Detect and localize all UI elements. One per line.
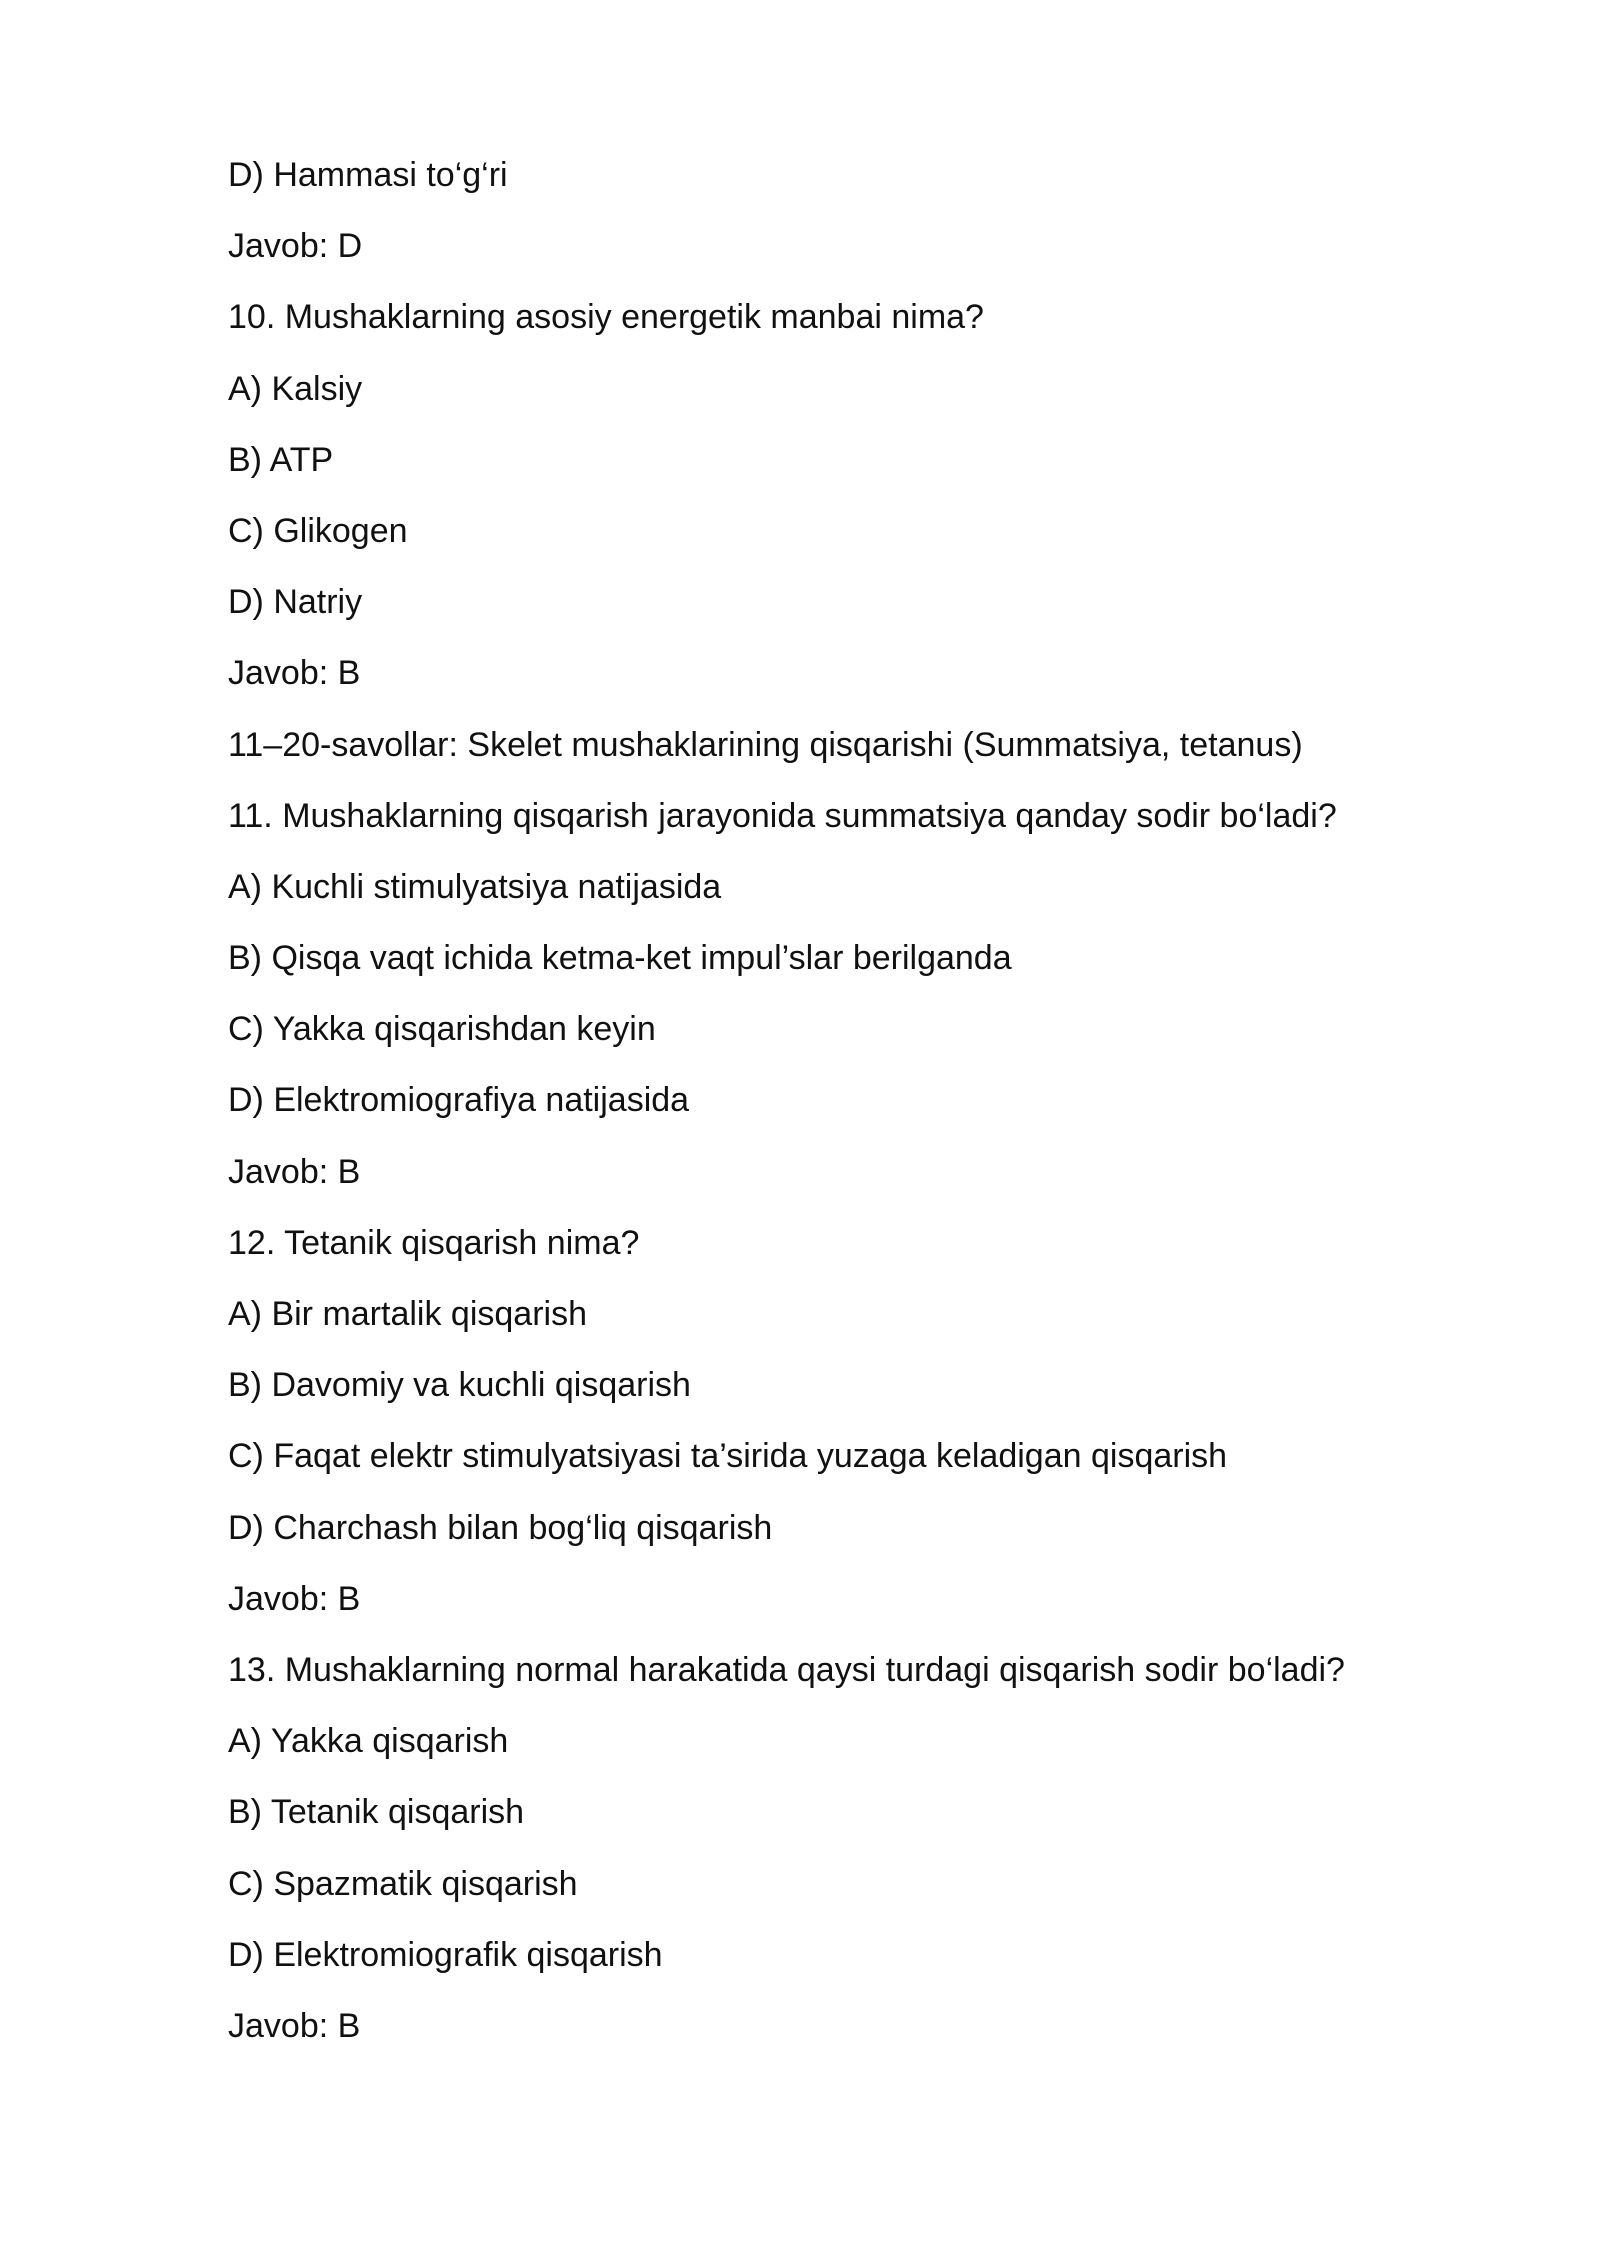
answer-q9: Javob: D <box>228 227 363 266</box>
option-d-q11: D) Elektromiografiya natijasida <box>228 1081 690 1120</box>
option-a-q11: A) Kuchli stimulyatsiya natijasida <box>228 867 722 906</box>
option-b-q12: B) Davomiy va kuchli qisqarish <box>228 1366 691 1405</box>
option-d-q12: D) Charchash bilan bog‘liq qisqarish <box>228 1508 773 1547</box>
option-c-q10: C) Glikogen <box>228 511 408 550</box>
option-a-q13: A) Yakka qisqarish <box>228 1722 509 1761</box>
answer-q13: Javob: B <box>228 2006 361 2045</box>
question-13: 13. Mushaklarning normal harakatida qaysi turdagi qisqarish sodir bo‘ladi? <box>228 1650 1345 1689</box>
option-d-q9: D) Hammasi to‘g‘ri <box>228 156 508 194</box>
option-a-q10: A) Kalsiy <box>228 369 363 408</box>
option-c-q11: C) Yakka qisqarishdan keyin <box>228 1010 656 1049</box>
option-b-q11: B) Qisqa vaqt ichida ketma-ket impul’slar berilganda <box>228 939 1012 978</box>
answer-q11: Javob: B <box>228 1152 361 1191</box>
option-b-q10: B) ATP <box>228 440 334 479</box>
answer-q12: Javob: B <box>228 1579 361 1618</box>
option-c-q12: C) Faqat elektr stimulyatsiyasi ta’sirida yuzaga keladigan qisqarish <box>228 1437 1228 1476</box>
question-10: 10. Mushaklarning asosiy energetik manbai nima? <box>228 298 984 337</box>
option-c-q13: C) Spazmatik qisqarish <box>228 1864 578 1903</box>
option-a-q12: A) Bir martalik qisqarish <box>228 1295 587 1333</box>
section-heading: 11–20-savollar: Skelet mushaklarining qisqarishi (Summatsiya, tetanus) <box>228 725 1303 764</box>
question-11: 11. Mushaklarning qisqarish jarayonida summatsiya qanday sodir bo‘ladi? <box>228 796 1337 835</box>
answer-q10: Javob: B <box>228 654 361 693</box>
option-d-q10: D) Natriy <box>228 583 363 622</box>
option-d-q13: D) Elektromiografik qisqarish <box>228 1935 663 1974</box>
question-12: 12. Tetanik qisqarish nima? <box>228 1223 640 1262</box>
option-b-q13: B) Tetanik qisqarish <box>228 1793 525 1832</box>
quiz-text <box>228 140 1428 2062</box>
